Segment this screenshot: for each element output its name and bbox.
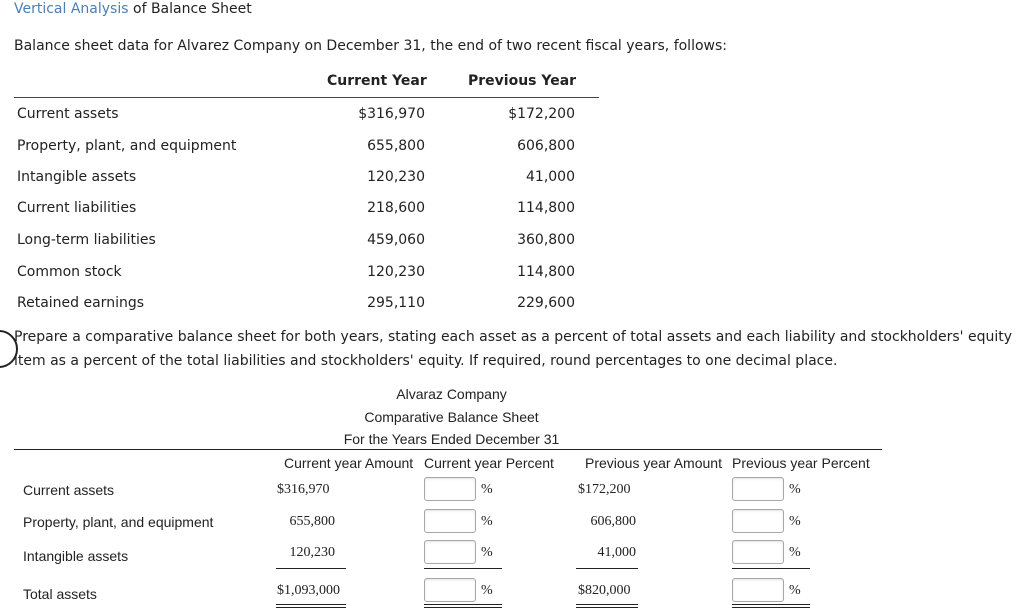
cy-percent-input-current-assets[interactable] — [424, 477, 476, 501]
statement-period: For the Years Ended December 31 — [343, 431, 560, 447]
row-current-value: $316,970 — [358, 106, 425, 122]
percent-sign: % — [789, 482, 801, 497]
intro-text: Balance sheet data for Alvarez Company on December 31, the end of two recent fiscal years, follows: — [14, 38, 727, 54]
py-percent-input-ppe[interactable] — [732, 509, 784, 533]
row-current-value: 295,110 — [367, 295, 425, 311]
heading-link[interactable]: Vertical Analysis — [14, 1, 129, 17]
statement-cy-amount: $1,093,000 — [277, 583, 340, 598]
py-percent-input-intangible[interactable] — [732, 540, 784, 564]
row-current-value: 120,230 — [367, 169, 425, 185]
statement-cy-amount: $316,970 — [277, 482, 330, 497]
cy-percent-input-intangible[interactable] — [424, 540, 476, 564]
row-previous-value: 114,800 — [517, 200, 575, 216]
header-cy-amount: Current year Amount — [284, 455, 414, 471]
statement-row-label: Property, plant, and equipment — [23, 514, 214, 530]
statement-py-amount: $820,000 — [578, 583, 631, 598]
row-label: Long-term liabilities — [17, 232, 156, 248]
statement-row-label: Intangible assets — [23, 548, 129, 564]
statement-company: Alvaraz Company — [396, 386, 507, 402]
header-py-percent: Previous year Percent — [732, 455, 870, 471]
page-heading — [14, 1, 252, 17]
header-py-amount: Previous year Amount — [585, 455, 722, 471]
header-rule — [14, 97, 599, 98]
statement-py-amount: 606,800 — [590, 514, 636, 529]
statement-py-amount: 41,000 — [597, 545, 636, 560]
statement-py-amount: $172,200 — [578, 482, 631, 497]
row-label: Retained earnings — [17, 295, 145, 311]
heading-rest: of Balance Sheet — [128, 1, 252, 17]
row-previous-value: 114,800 — [517, 264, 575, 280]
row-previous-value: $172,200 — [508, 106, 575, 122]
py-percent-input-total-assets[interactable] — [732, 578, 784, 602]
percent-sign: % — [789, 583, 801, 598]
percent-sign: % — [481, 583, 493, 598]
percent-sign: % — [481, 545, 493, 560]
row-label: Property, plant, and equipment — [17, 138, 237, 154]
cy-percent-input-ppe[interactable] — [424, 509, 476, 533]
statement-cy-amount: 120,230 — [289, 545, 335, 560]
row-current-value: 459,060 — [367, 232, 425, 248]
statement-rule — [14, 449, 882, 450]
row-current-value: 120,230 — [367, 264, 425, 280]
row-current-value: 655,800 — [367, 138, 425, 154]
py-percent-input-current-assets[interactable] — [732, 477, 784, 501]
row-previous-value: 360,800 — [517, 232, 575, 248]
percent-sign: % — [481, 482, 493, 497]
col-header-current-year: Current Year — [327, 73, 427, 89]
amount-underline — [576, 568, 638, 569]
row-previous-value: 606,800 — [517, 138, 575, 154]
total-double-underline — [276, 604, 346, 608]
total-double-underline — [424, 604, 502, 608]
col-header-previous-year: Previous Year — [468, 73, 577, 89]
percent-underline — [424, 568, 502, 569]
total-double-underline — [732, 604, 810, 608]
row-label: Current assets — [17, 106, 119, 122]
row-previous-value: 41,000 — [526, 169, 575, 185]
row-label: Intangible assets — [17, 169, 137, 185]
instructions-line-2: item as a percent of the total liabilities and stockholders' equity. If required, round percentages to one decimal place. — [14, 353, 838, 369]
statement-title: Comparative Balance Sheet — [364, 409, 539, 425]
instructions-line-1: Prepare a comparative balance sheet for both years, stating each asset as a percent of total assets and each liability and stockholders' equity — [14, 329, 1013, 345]
percent-sign: % — [481, 514, 493, 529]
row-current-value: 218,600 — [367, 200, 425, 216]
percent-sign: % — [789, 514, 801, 529]
cy-percent-input-total-assets[interactable] — [424, 578, 476, 602]
statement-row-label: Current assets — [23, 482, 115, 498]
row-label: Common stock — [17, 264, 122, 280]
total-double-underline — [576, 604, 638, 608]
header-cy-percent: Current year Percent — [424, 455, 554, 471]
statement-cy-amount: 655,800 — [289, 514, 335, 529]
row-previous-value: 229,600 — [517, 295, 575, 311]
amount-underline — [276, 568, 346, 569]
row-label: Current liabilities — [17, 200, 137, 216]
percent-underline — [732, 568, 810, 569]
statement-row-label: Total assets — [23, 586, 97, 602]
percent-sign: % — [789, 545, 801, 560]
